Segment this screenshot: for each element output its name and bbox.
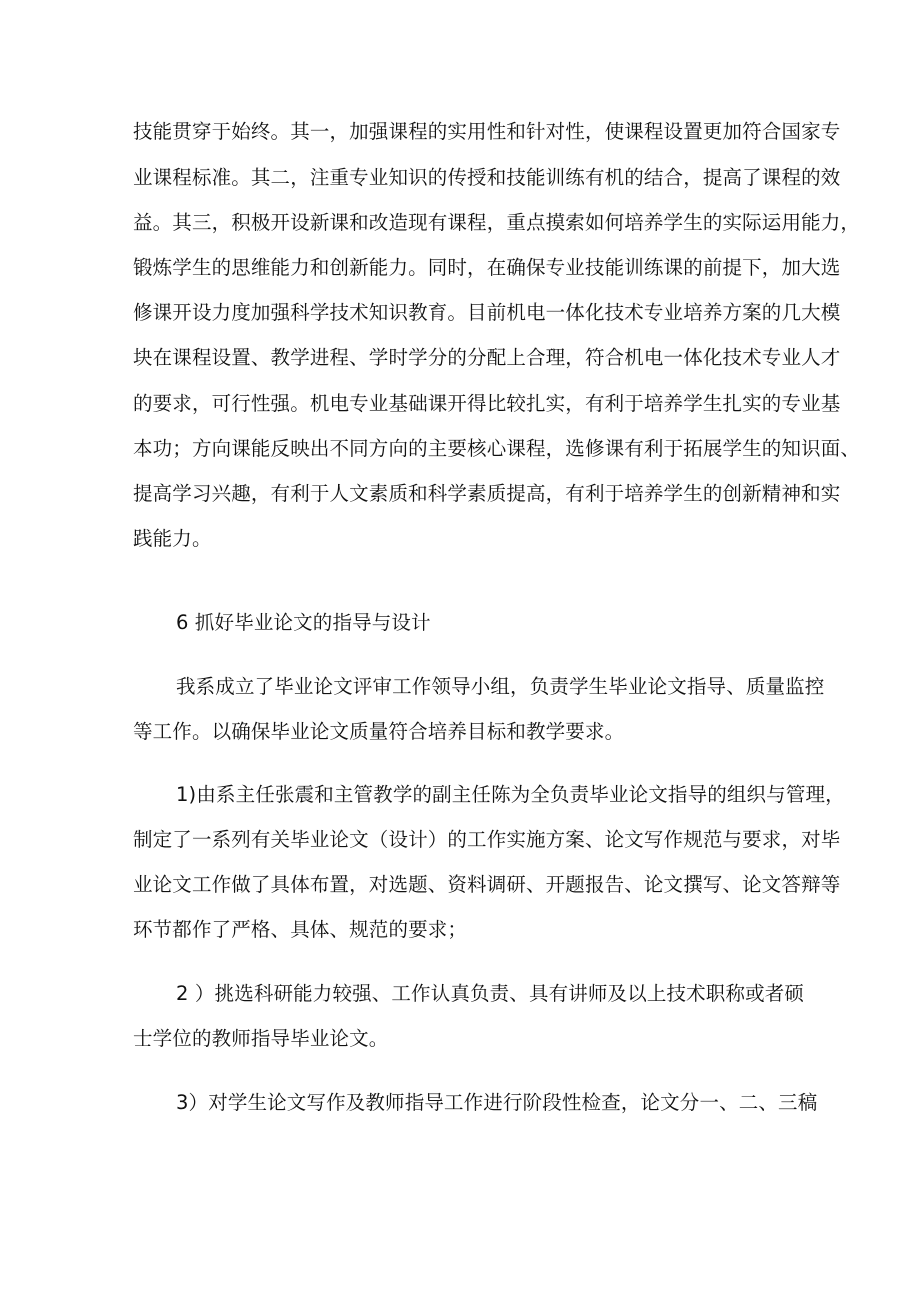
paragraph-1-line: 业课程标准。其二，注重专业知识的传授和技能训练有机的结合，提高了课程的效 (133, 166, 841, 189)
paragraph-1-line: 的要求，可行性强。机电专业基础课开得比较扎实，有利于培养学生扎实的专业基 (133, 392, 841, 415)
paragraph-1-line: 技能贯穿于始终。其一，加强课程的实用性和针对性，使课程设置更加符合国家专 (133, 120, 841, 143)
paragraph-4-line: 2 ）挑选科研能力较强、工作认真负责、具有讲师及以上技术职称或者硕 (176, 982, 805, 1005)
paragraph-1-line: 锻炼学生的思维能力和创新能力。同时，在确保专业技能训练课的前提下，加大选 (133, 256, 841, 279)
paragraph-1-line: 践能力。 (133, 527, 212, 550)
paragraph-3-line: 制定了一系列有关毕业论文（设计）的工作实施方案、论文写作规范与要求，对毕 (133, 828, 841, 851)
paragraph-3-line: 业论文工作做了具体布置，对选题、资料调研、开题报告、论文撰写、论文答辩等 (133, 873, 841, 896)
paragraph-4-line: 士学位的教师指导毕业论文。 (133, 1027, 389, 1050)
paragraph-1-line: 益。其三，积极开设新课和改造现有课程，重点摸索如何培养学生的实际运用能力， (133, 211, 861, 234)
paragraph-1-line: 修课开设力度加强科学技术知识教育。目前机电一体化技术专业培养方案的几大模 (133, 301, 841, 324)
paragraph-2-line: 等工作。以确保毕业论文质量符合培养目标和教学要求。 (133, 720, 625, 743)
section-heading: 6 抓好毕业论文的指导与设计 (176, 611, 431, 634)
paragraph-1-line: 本功；方向课能反映出不同方向的主要核心课程，选修课有利于拓展学生的知识面、 (133, 437, 861, 460)
paragraph-1-line: 提高学习兴趣，有利于人文素质和科学素质提高，有利于培养学生的创新精神和实 (133, 482, 841, 505)
paragraph-3-line: 环节都作了严格、具体、规范的要求； (133, 918, 468, 941)
paragraph-5-line: 3）对学生论文写作及教师指导工作进行阶段性检查，论文分一、二、三稿 (176, 1091, 818, 1114)
paragraph-3-line: 1)由系主任张震和主管教学的副主任陈为全负责毕业论文指导的组织与管理， (176, 783, 845, 806)
paragraph-2-line: 我系成立了毕业论文评审工作领导小组，负责学生毕业论文指导、质量监控 (176, 675, 825, 698)
paragraph-1-line: 块在课程设置、教学进程、学时学分的分配上合理，符合机电一体化技术专业人才 (133, 346, 841, 369)
